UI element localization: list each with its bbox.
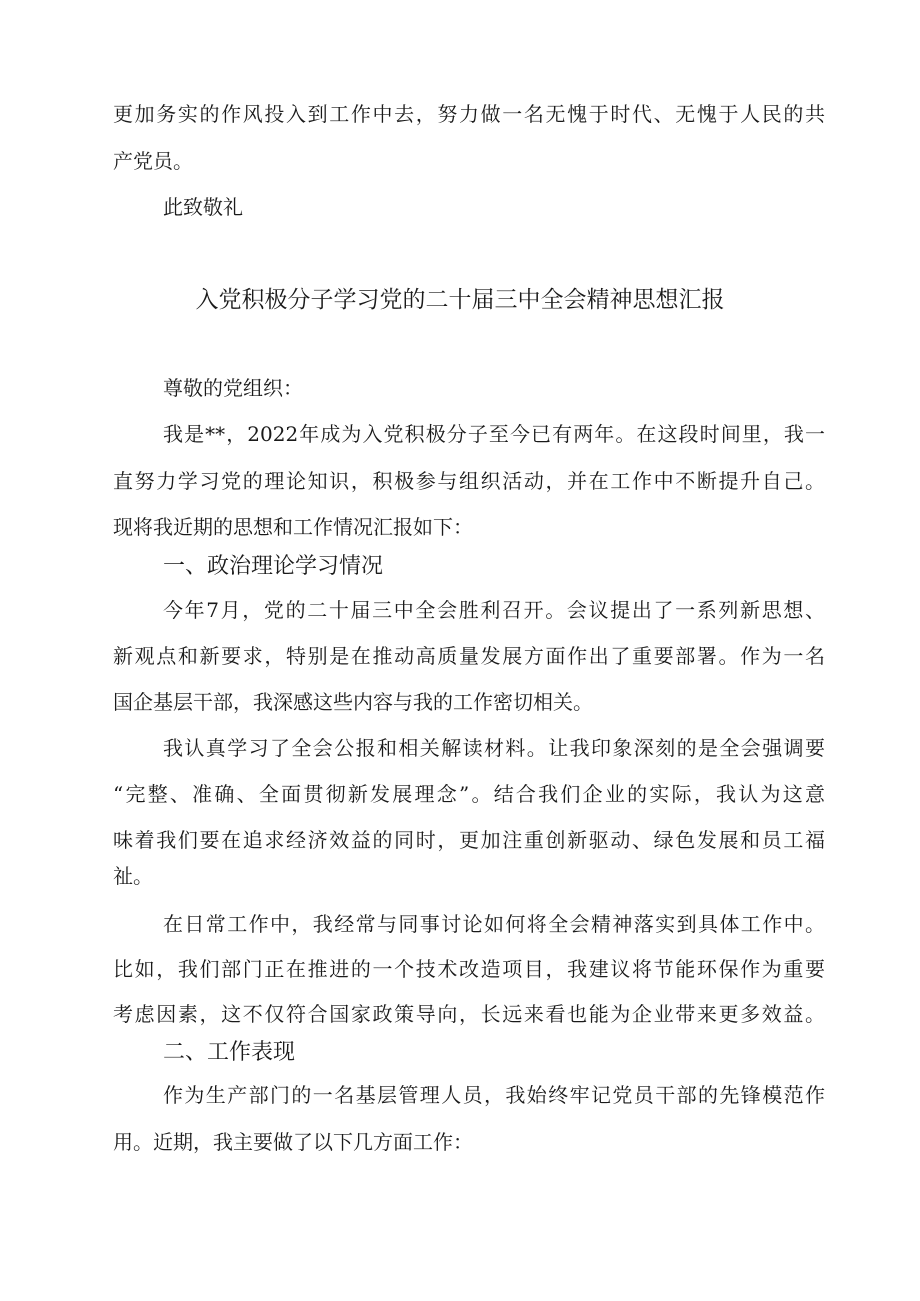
s1-p2-line-1: 我认真学习了全会公报和相关解读材料。让我印象深刻的是全会强调要: [163, 736, 825, 760]
salutation: 尊敬的党组织：: [163, 376, 303, 400]
fragment-line-2: 产党员。: [113, 149, 193, 173]
s1-p2-line-2: “完整、准确、全面贯彻新发展理念”。结合我们企业的实际，我认为这意: [113, 782, 825, 806]
report-title: 入党积极分子学习党的二十届三中全会精神思想汇报: [195, 287, 725, 313]
intro-line-3: 现将我近期的思想和工作情况汇报如下：: [113, 515, 473, 539]
intro-line-2: 直努力学习党的理论知识，积极参与组织活动，并在工作中不断提升自己。: [113, 469, 825, 493]
s1-p2-line-4: 祉。: [113, 864, 153, 888]
s2-p1-line-2: 用。近期，我主要做了以下几方面工作：: [113, 1130, 473, 1154]
s1-p3-line-2: 比如，我们部门正在推进的一个技术改造项目，我建议将节能环保作为重要: [113, 957, 825, 981]
s1-p2-line-3: 味着我们要在追求经济效益的同时，更加注重创新驱动、绿色发展和员工福: [113, 828, 825, 852]
s1-p1-line-3: 国企基层干部，我深感这些内容与我的工作密切相关。: [113, 690, 593, 714]
intro-line-1: 我是**，2022年成为入党积极分子至今已有两年。在这段时间里，我一: [163, 422, 825, 446]
s1-p1-line-1: 今年7月，党的二十届三中全会胜利召开。会议提出了一系列新思想、: [163, 598, 825, 622]
s1-p3-line-1: 在日常工作中，我经常与同事讨论如何将全会精神落实到具体工作中。: [163, 912, 825, 936]
section-heading-1: 一、政治理论学习情况: [163, 554, 384, 579]
s1-p1-line-2: 新观点和新要求，特别是在推动高质量发展方面作出了重要部署。作为一名: [113, 644, 825, 668]
s2-p1-line-1: 作为生产部门的一名基层管理人员，我始终牢记党员干部的先锋模范作: [163, 1083, 825, 1107]
closing-line: 此致敬礼: [163, 195, 243, 219]
section-heading-2: 二、工作表现: [163, 1040, 296, 1065]
fragment-line-1: 更加务实的作风投入到工作中去，努力做一名无愧于时代、无愧于人民的共: [113, 102, 825, 126]
s1-p3-line-3: 考虑因素，这不仅符合国家政策导向，长远来看也能为企业带来更多效益。: [113, 1002, 825, 1026]
